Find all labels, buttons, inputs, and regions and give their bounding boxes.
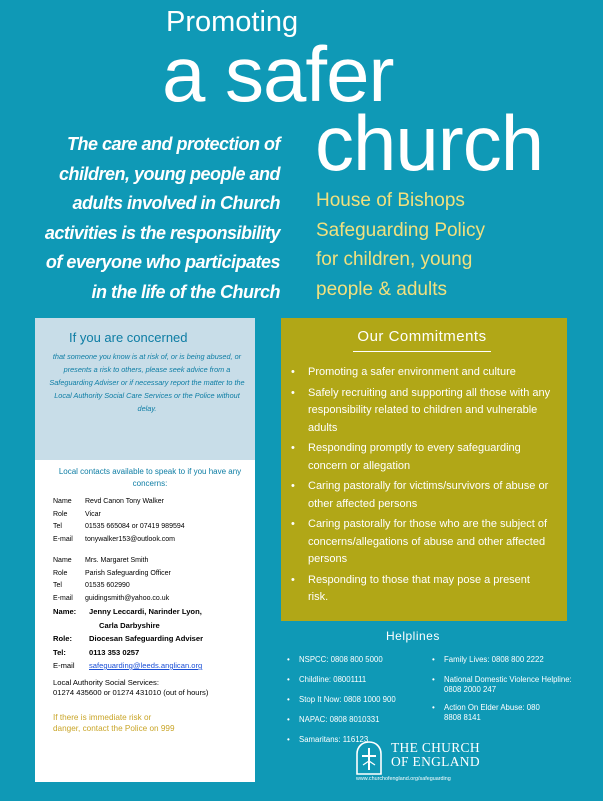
title-church: church (315, 99, 544, 187)
contact-row (53, 580, 247, 593)
contact-value: Mrs. Margaret Smith (85, 557, 149, 564)
contact-email[interactable]: tonywalker153@outlook.com (85, 535, 175, 543)
contact-value: 01535 665084 or 07419 989594 (85, 523, 185, 530)
diocesan-email-link[interactable]: safeguarding@leeds.anglican.org (89, 661, 203, 670)
bullet-icon: • (287, 675, 290, 684)
contact-email[interactable]: guidingsmith@yahoo.co.uk (85, 594, 170, 602)
policy-line: House of Bishops (316, 190, 465, 211)
helpline-item (287, 675, 427, 695)
bullet-icon: • (287, 735, 290, 744)
contact-label: Tel (53, 582, 62, 589)
tagline-line: adults involved in Church (72, 193, 280, 213)
police-line: If there is immediate risk or (53, 712, 152, 722)
bullet-icon: • (291, 573, 295, 586)
contacts-panel (35, 460, 255, 782)
helpline-item (432, 703, 600, 723)
logo-line: OF ENGLAND (391, 754, 480, 769)
contact-row (53, 521, 247, 534)
contact-label: Tel (53, 523, 62, 530)
contact-row (53, 619, 247, 633)
contact-label: E-mail (53, 594, 73, 602)
logo-line: THE CHURCH (391, 740, 480, 755)
helpline-text: Stop It Now: 0808 1000 900 (299, 695, 396, 704)
contact-value: 01535 602990 (85, 582, 130, 589)
commitment-item (291, 478, 553, 513)
contact-row (53, 496, 247, 509)
contact-label: Name (53, 498, 72, 505)
las-line: 01274 435600 or 01274 431010 (out of hours) (53, 687, 209, 697)
police-line: danger, contact the Police on 999 (53, 724, 175, 733)
bullet-icon: • (291, 442, 295, 454)
bullet-icon: • (291, 480, 295, 492)
contact-block (53, 496, 247, 546)
contact-row (53, 555, 247, 568)
helpline-text: Samaritans: 116123 (299, 735, 369, 744)
tagline-line: of everyone who participates (45, 252, 280, 272)
las-line: Local Authority Social Services: (53, 677, 159, 687)
contact-value: 0113 353 0257 (89, 647, 140, 657)
contact-label: Role (53, 510, 68, 518)
helpline-text: Family Lives: 0808 800 2222 (444, 655, 544, 664)
bullet-icon: • (291, 386, 295, 399)
church-of-england-logo (355, 741, 480, 775)
commitment-item (291, 572, 553, 607)
commitments-divider (353, 351, 491, 352)
title-a-safer: a safer (162, 30, 394, 118)
contact-label: Role (53, 569, 68, 577)
commitments-title: Our Commitments (357, 328, 487, 345)
commitment-text: Caring pastorally for victims/survivors of abuse or other affected persons (308, 480, 549, 510)
contact-block (53, 555, 247, 605)
contact-value: Diocesan Safeguarding Adviser (89, 634, 204, 643)
bullet-icon: • (432, 675, 435, 684)
bullet-icon: • (291, 518, 295, 530)
commitment-text: Responding to those that may pose a present risk. (308, 573, 530, 603)
logo-wordmark (391, 741, 480, 769)
helpline-item (287, 715, 427, 735)
concern-panel (35, 318, 255, 460)
helpline-item (287, 655, 427, 675)
helpline-text: NSPCC: 0808 800 5000 (299, 655, 383, 664)
contact-value: Carla Darbyshire (99, 620, 160, 630)
commitments-list (291, 364, 553, 607)
contact-label: Tel: (53, 647, 66, 657)
contact-value: Parish Safeguarding Officer (85, 569, 171, 577)
contact-row (53, 509, 247, 522)
contact-label-spacer (53, 619, 89, 633)
contact-label: E-mail (53, 661, 75, 670)
church-logo-icon (355, 741, 383, 775)
police-notice (53, 712, 247, 735)
contact-value: Revd Canon Tony Walker (85, 498, 164, 505)
bullet-icon: • (432, 703, 435, 712)
contact-row (53, 593, 247, 606)
helpline-text: National Domestic Violence Helpline: 0808 2000 247 (444, 675, 572, 694)
policy-line: people & adults (316, 278, 447, 300)
contact-label: Name (53, 557, 72, 564)
bullet-icon: • (432, 655, 435, 664)
bullet-icon: • (287, 715, 290, 724)
contact-value: Jenny Leccardi, Narinder Lyon, (89, 607, 202, 616)
commitment-text: Responding promptly to every safeguarding concern or allegation (308, 442, 521, 472)
policy-title (316, 186, 591, 304)
commitment-item (291, 364, 553, 382)
commitment-text: Promoting a safer environment and culture (308, 366, 516, 378)
commitment-item (291, 440, 553, 475)
contact-row (53, 659, 247, 673)
helpline-text: NAPAC: 0808 8010331 (299, 715, 380, 724)
policy-line: for children, young (316, 249, 473, 270)
tagline-line: children, young people and (58, 163, 280, 184)
helpline-text: Action On Elder Abuse: 080 8808 8141 (444, 703, 540, 722)
commitment-item (291, 516, 553, 569)
contacts-intro: Local contacts available to speak to if you have any concerns: (58, 467, 242, 488)
website-link[interactable]: www.churchofengland.org/safeguarding (356, 776, 451, 782)
title-promoting: Promoting (166, 6, 299, 38)
tagline (30, 130, 280, 307)
commitments-panel (281, 318, 567, 621)
contact-row (53, 568, 247, 581)
local-authority (53, 678, 247, 698)
bullet-icon: • (287, 655, 290, 664)
helpline-item (287, 695, 427, 715)
tagline-line: The care and protection of (66, 134, 280, 154)
diocesan-block (53, 605, 247, 673)
contact-value: Vicar (85, 510, 101, 518)
commitment-text: Safely recruiting and supporting all those with any responsibility related to children and vulnerable adults (308, 386, 551, 434)
contact-row (53, 646, 247, 660)
contact-row (53, 534, 247, 547)
tagline-line: in the life of the Church (91, 281, 280, 302)
contact-row (53, 605, 247, 619)
bullet-icon: • (291, 366, 295, 378)
concern-text: that someone you know is at risk of, or is being abused, or presents a risk to others, please seek advice from a Safeguarding Adviser or if necessary report the matter to the Local Authority Social Care Services or the Police without delay. (49, 352, 245, 413)
helpline-item (432, 675, 600, 703)
commitment-text: Caring pastorally for those who are the subject of concerns/allegations of abuse and other affected persons (308, 518, 548, 565)
policy-line: Safeguarding Policy (316, 219, 485, 241)
tagline-line: activities is the responsibility (44, 222, 280, 243)
helplines-title: Helplines (386, 629, 440, 643)
contact-label: Role: (53, 634, 72, 643)
helpline-item (432, 655, 600, 675)
commitment-item (291, 385, 553, 438)
concern-title: If you are concerned (69, 330, 188, 345)
helplines-right (432, 655, 600, 723)
contact-label: Name: (53, 607, 77, 616)
helpline-text: Childline: 08001111 (299, 675, 367, 684)
bullet-icon: • (287, 695, 290, 704)
contact-row (53, 632, 247, 646)
contact-label: E-mail (53, 535, 73, 543)
